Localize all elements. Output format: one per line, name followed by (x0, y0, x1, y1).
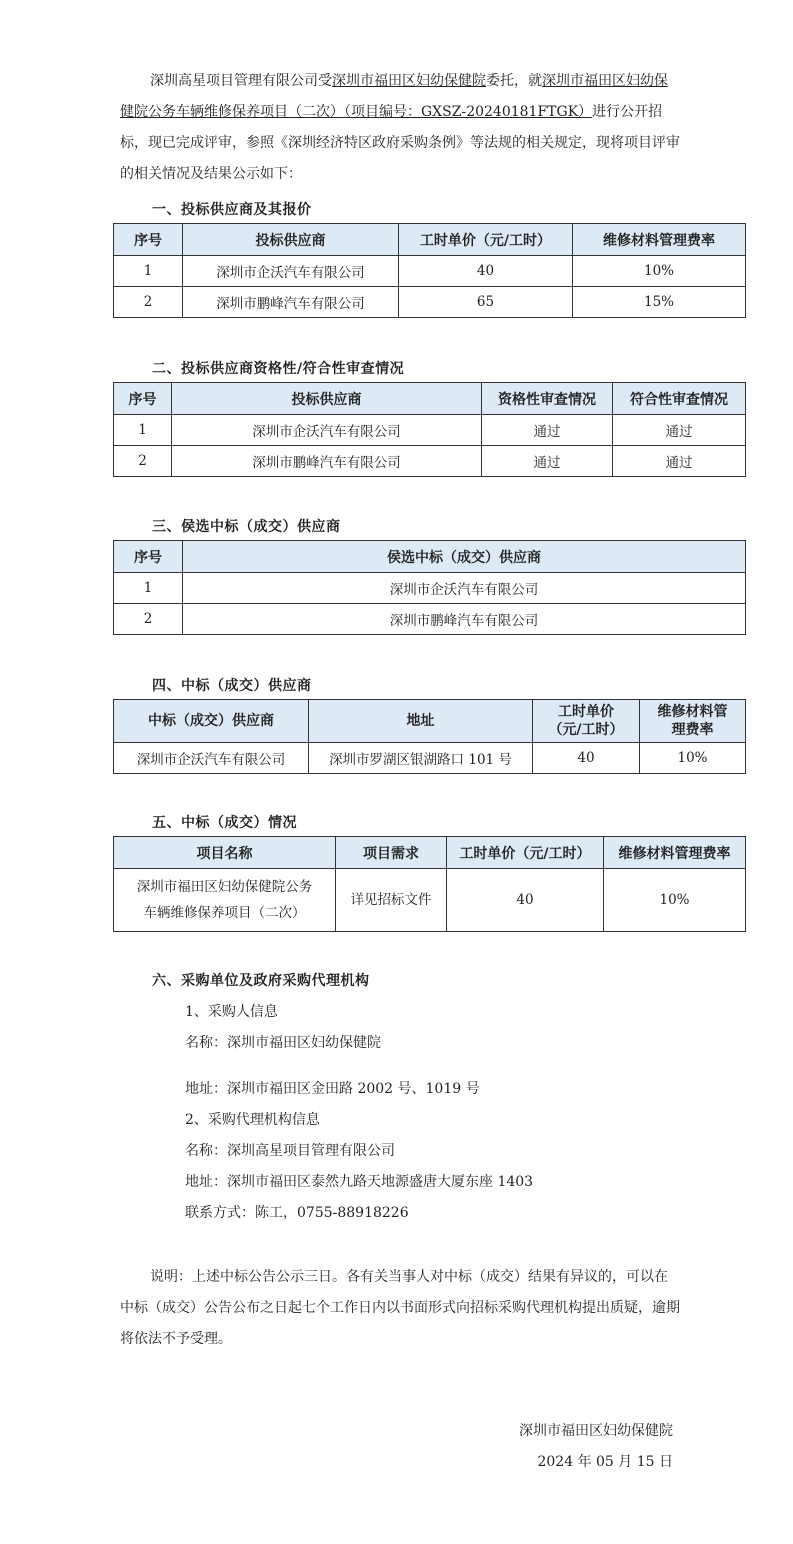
agency-name: 名称：深圳高星项目管理有限公司 (185, 1143, 395, 1159)
table-cell: 深圳市鹏峰汽车有限公司 (172, 446, 482, 477)
table-row (114, 869, 746, 932)
purchaser-address: 地址：深圳市福田区金田路 2002 号、1019 号 (185, 1081, 480, 1097)
table-cell: 通过 (613, 415, 746, 446)
table-row (114, 446, 746, 477)
table-cell: 10% (640, 743, 746, 774)
header-line: 维修材料管 (657, 704, 728, 720)
table-header-row (114, 837, 746, 869)
table-cell (114, 869, 336, 932)
table-header-cell: 投标供应商 (183, 224, 399, 256)
intro-purchaser: 深圳市福田区妇幼保健院 (332, 73, 486, 89)
qualification-review-table (113, 382, 746, 477)
header-line: （元/工时） (548, 722, 624, 738)
table-row (114, 573, 746, 604)
table-header-cell: 工时单价（元/工时） (447, 837, 604, 869)
table-row (114, 415, 746, 446)
table-cell: 通过 (482, 415, 613, 446)
table-cell: 深圳市企沃汽车有限公司 (183, 256, 399, 287)
table-cell: 40 (399, 256, 573, 287)
table-cell: 深圳市企沃汽车有限公司 (183, 573, 746, 604)
table-cell: 2 (114, 287, 183, 318)
table-cell: 40 (533, 743, 640, 774)
note-text: 说明：上述中标公告公示三日。各有关当事人对中标（成交）结果有异议的，可以在中标（成交）公告公布之日起七个工作日内以书面形式向招标采购代理机构提出质疑，逾期将依法不予受理。 (120, 1269, 680, 1347)
table-row (114, 604, 746, 635)
intro-rest-text: 进行公开招标，现已完成评审，参照《深圳经济特区政府采购条例》等法规的相关规定，现将项目评审的相关情况及结果公示如下： (120, 104, 680, 182)
header-line: 理费率 (671, 722, 714, 738)
table-cell: 深圳市企沃汽车有限公司 (114, 743, 309, 774)
candidate-supplier-table (113, 540, 746, 635)
table-cell: 深圳市鹏峰汽车有限公司 (183, 287, 399, 318)
table-cell: 深圳市罗湖区银湖路口 101 号 (309, 743, 533, 774)
objection-note (120, 1262, 680, 1355)
table-cell: 10% (573, 256, 746, 287)
header-line: 工时单价 (558, 704, 614, 720)
table-cell: 深圳市鹏峰汽车有限公司 (183, 604, 746, 635)
section2-heading: 二、投标供应商资格性/符合性审查情况 (152, 361, 405, 377)
table-header-cell: 地址 (309, 700, 533, 743)
table-header-cell: 序号 (114, 224, 183, 256)
project-name-line: 深圳市福田区妇幼保健院公务 (136, 879, 313, 895)
agency-heading: 2、采购代理机构信息 (185, 1112, 320, 1128)
table-cell: 1 (114, 573, 183, 604)
table-header-cell: 维修材料管理费率 (604, 837, 746, 869)
section1-heading: 一、投标供应商及其报价 (152, 202, 312, 218)
table-header-cell (640, 700, 746, 743)
signature-org: 深圳市福田区妇幼保健院 (519, 1423, 673, 1439)
agency-address: 地址：深圳市福田区泰然九路天地源盛唐大厦东座 1403 (185, 1174, 534, 1190)
table-header-cell: 资格性审查情况 (482, 383, 613, 415)
award-result-table (113, 836, 746, 932)
winning-supplier-table (113, 699, 746, 774)
table-cell: 深圳市企沃汽车有限公司 (172, 415, 482, 446)
table-cell: 1 (114, 415, 172, 446)
intro-agency-text: 深圳高星项目管理有限公司受 (150, 73, 332, 89)
table-row (114, 287, 746, 318)
section6-heading: 六、采购单位及政府采购代理机构 (152, 973, 370, 989)
table-header-row (114, 700, 746, 743)
table-header-cell: 侯选中标（成交）供应商 (183, 541, 746, 573)
project-name-line: 车辆维修保养项目（二次） (143, 905, 306, 921)
table-cell: 通过 (613, 446, 746, 477)
section4-heading: 四、中标（成交）供应商 (152, 678, 312, 694)
table-header-cell: 符合性审查情况 (613, 383, 746, 415)
table-header-cell: 项目名称 (114, 837, 336, 869)
section3-heading: 三、侯选中标（成交）供应商 (152, 519, 341, 535)
table-row (114, 743, 746, 774)
table-header-cell: 序号 (114, 541, 183, 573)
bidders-quote-table (113, 223, 746, 318)
agency-contact: 联系方式：陈工，0755-88918226 (185, 1205, 409, 1221)
section5-heading: 五、中标（成交）情况 (152, 815, 297, 831)
table-row (114, 256, 746, 287)
table-cell: 10% (604, 869, 746, 932)
table-cell: 15% (573, 287, 746, 318)
table-cell: 1 (114, 256, 183, 287)
table-cell: 2 (114, 604, 183, 635)
intro-entrust-text: 委托，就 (486, 73, 542, 89)
table-header-cell: 项目需求 (336, 837, 447, 869)
table-header-row (114, 541, 746, 573)
table-cell: 通过 (482, 446, 613, 477)
table-header-cell: 序号 (114, 383, 172, 415)
signature-date: 2024 年 05 月 15 日 (537, 1454, 673, 1470)
table-header-row (114, 224, 746, 256)
table-cell: 65 (399, 287, 573, 318)
intro-paragraph (120, 66, 680, 190)
table-cell: 2 (114, 446, 172, 477)
table-header-cell: 工时单价（元/工时） (399, 224, 573, 256)
table-header-cell: 投标供应商 (172, 383, 482, 415)
table-header-cell: 维修材料管理费率 (573, 224, 746, 256)
table-cell: 详见招标文件 (336, 869, 447, 932)
table-cell: 40 (447, 869, 604, 932)
table-header-row (114, 383, 746, 415)
table-header-cell: 中标（成交）供应商 (114, 700, 309, 743)
purchaser-heading: 1、采购人信息 (185, 1004, 278, 1020)
purchaser-name: 名称：深圳市福田区妇幼保健院 (185, 1035, 381, 1051)
intro-project: 深圳市福田区妇幼保健院公务车辆维修保养项目（二次）（项目编号：GXSZ-20240181FTGK） (120, 73, 668, 120)
table-header-cell (533, 700, 640, 743)
